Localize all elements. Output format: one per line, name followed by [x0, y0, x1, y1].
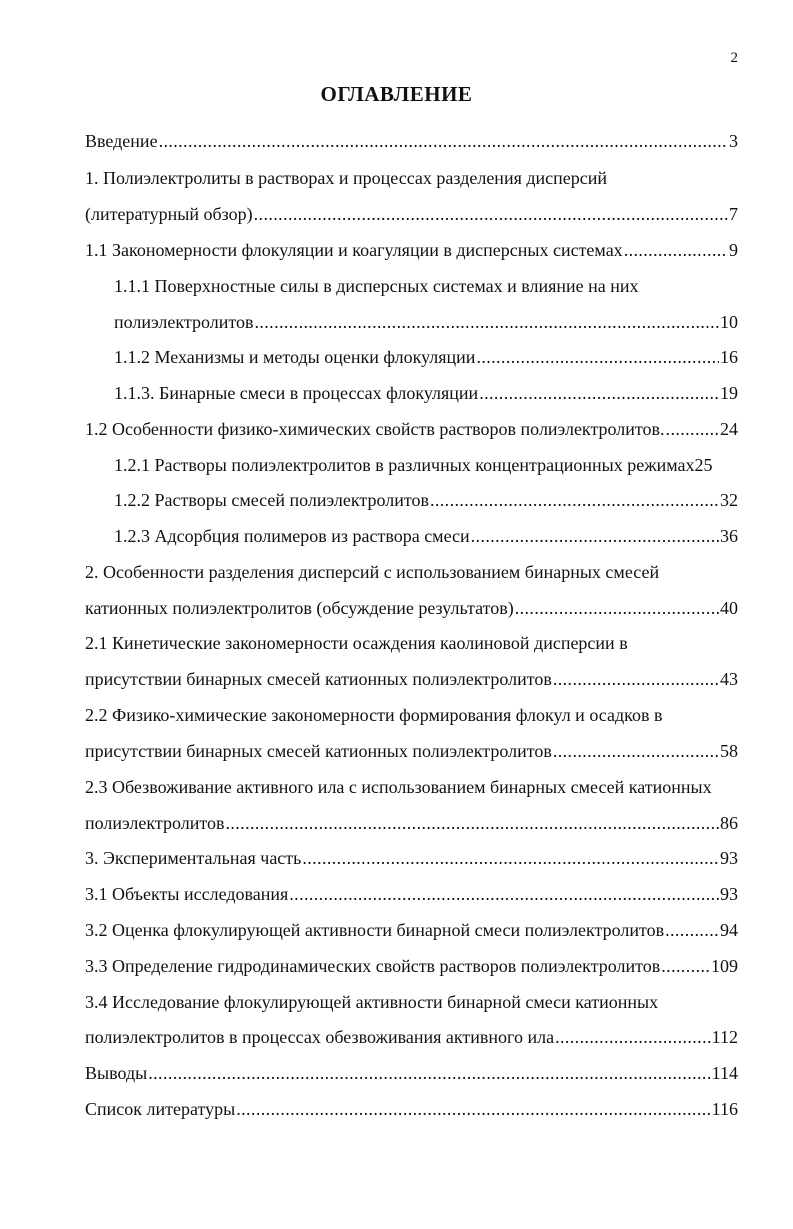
toc-entry-page: 19	[720, 383, 738, 403]
toc-entry-1-2[interactable]	[85, 419, 738, 439]
toc-entry-ch2[interactable]	[85, 598, 738, 618]
toc-entry-1-2-3[interactable]	[114, 526, 738, 546]
toc-entry-ch2-line1[interactable]	[85, 562, 738, 582]
toc-entry-ch1[interactable]	[85, 204, 738, 224]
leader-dots	[430, 490, 719, 510]
toc-entry-text: полиэлектролитов в процессах обезвоживания активного ила	[85, 1027, 555, 1047]
toc-entry-text: Список литературы	[85, 1099, 236, 1119]
page-number: 2	[730, 50, 738, 66]
toc-entry-text: Выводы	[85, 1063, 148, 1083]
toc-entry-text: 2.2 Физико-химические закономерности формирования флокул и осадков в	[85, 705, 663, 725]
leader-dots	[254, 312, 719, 332]
leader-dots	[289, 884, 719, 904]
toc-entry-text: 1.1.3. Бинарные смеси в процессах флокуляции	[114, 383, 479, 403]
toc-entry-page: 86	[720, 813, 738, 833]
toc-entry-3-3[interactable]	[85, 956, 738, 976]
toc-entry-page: 9	[729, 240, 738, 260]
toc-entry-text: присутствии бинарных смесей катионных полиэлектролитов	[85, 741, 552, 761]
toc-entry-page: 116	[711, 1099, 738, 1119]
toc-entry-1-1-1-line1[interactable]	[114, 276, 738, 296]
toc-entry-text: 3.4 Исследование флокулирующей активности бинарной смеси катионных	[85, 992, 659, 1012]
leader-dots	[665, 920, 719, 940]
toc-entry-2-2-line1[interactable]	[85, 705, 738, 725]
toc-entry-text: 2. Особенности разделения дисперсий с использованием бинарных смесей	[85, 562, 660, 582]
toc-entry-page: 114	[711, 1063, 738, 1083]
toc-entry-1-2-2[interactable]	[114, 490, 738, 510]
toc-entry-text: (литературный обзор)	[85, 204, 253, 224]
leader-dots	[555, 1027, 711, 1047]
toc-entry-1-1-1[interactable]	[114, 312, 738, 332]
toc-entry-1-1[interactable]	[85, 240, 738, 260]
toc-entry-1-1-2[interactable]	[114, 347, 738, 367]
toc-entry-page: 7	[729, 204, 738, 224]
toc-entry-text: 3.3 Определение гидродинамических свойств растворов полиэлектролитов	[85, 956, 661, 976]
leader-dots	[661, 956, 710, 976]
toc-entry-text: присутствии бинарных смесей катионных полиэлектролитов	[85, 669, 552, 689]
toc-entry-page: 24	[720, 419, 738, 439]
leader-dots	[148, 1063, 710, 1083]
toc-entry-page: 10	[720, 312, 738, 332]
toc-entry-text: 1.1.2 Механизмы и методы оценки флокуляции	[114, 347, 476, 367]
toc-entry-1-1-3[interactable]	[114, 383, 738, 403]
toc-entry-text: 3.2 Оценка флокулирующей активности бинарной смеси полиэлектролитов	[85, 920, 665, 940]
toc-entry-page: 93	[720, 848, 738, 868]
leader-dots	[159, 131, 728, 151]
toc-entry-2-1[interactable]	[85, 669, 738, 689]
toc-entry-text: Введение	[85, 131, 158, 151]
leader-dots	[302, 848, 719, 868]
toc-entry-page: 112	[711, 1027, 738, 1047]
toc-entry-page: 93	[720, 884, 738, 904]
toc-entry-references[interactable]	[85, 1099, 738, 1119]
toc-entry-text: 2.3 Обезвоживание активного ила с использованием бинарных смесей катионных	[85, 777, 712, 797]
toc-entry-page: 109	[711, 956, 738, 976]
toc-entry-2-3[interactable]	[85, 813, 738, 833]
toc-entry-text: катионных полиэлектролитов (обсуждение результатов)	[85, 598, 514, 618]
toc-entry-text: 1.2 Особенности физико-химических свойств растворов полиэлектролитов.	[85, 419, 665, 439]
toc-entry-page: 32	[720, 490, 738, 510]
toc-entry-text: 1.2.1 Растворы полиэлектролитов в различных концентрационных режимах	[114, 455, 695, 475]
leader-dots	[553, 669, 719, 689]
toc-entry-3-2[interactable]	[85, 920, 738, 940]
toc-entry-text: 1. Полиэлектролиты в растворах и процессах разделения дисперсий	[85, 168, 608, 188]
toc-entry-text: 3.1 Объекты исследования	[85, 884, 289, 904]
toc-entry-text: 1.1.1 Поверхностные силы в дисперсных системах и влияние на них	[114, 276, 639, 296]
toc-entry-page: 36	[720, 526, 738, 546]
toc-entry-text: 1.2.3 Адсорбция полимеров из раствора смеси	[114, 526, 470, 546]
toc-entry-text: 1.2.2 Растворы смесей полиэлектролитов	[114, 490, 429, 510]
leader-dots	[479, 383, 719, 403]
leader-dots	[624, 240, 728, 260]
toc-entry-introduction[interactable]	[85, 131, 738, 151]
toc-entry-ch1-line1[interactable]	[85, 168, 738, 188]
toc-entry-1-2-1[interactable]	[114, 455, 738, 475]
toc-entry-page: 3	[729, 131, 738, 151]
leader-dots	[471, 526, 719, 546]
toc-entry-3-1[interactable]	[85, 884, 738, 904]
toc-entry-page: 58	[720, 741, 738, 761]
toc-entry-3-4-line1[interactable]	[85, 992, 738, 1012]
leader-dots	[476, 347, 719, 367]
leader-dots	[254, 204, 728, 224]
leader-dots	[553, 741, 719, 761]
toc-title: ОГЛАВЛЕНИЕ	[320, 82, 473, 106]
toc-entry-3-4[interactable]	[85, 1027, 738, 1047]
leader-dots	[666, 419, 719, 439]
toc-entry-text: полиэлектролитов	[85, 813, 225, 833]
toc-entry-text: 3. Экспериментальная часть	[85, 848, 302, 868]
toc-entry-page: 25	[694, 455, 713, 475]
toc-entry-text: полиэлектролитов	[114, 312, 254, 332]
toc-entry-text: 1.1 Закономерности флокуляции и коагуляции в дисперсных системах	[85, 240, 623, 260]
leader-dots	[236, 1099, 710, 1119]
toc-entry-ch3[interactable]	[85, 848, 738, 868]
leader-dots	[225, 813, 719, 833]
leader-dots	[515, 598, 719, 618]
toc-entry-text: 2.1 Кинетические закономерности осаждения каолиновой дисперсии в	[85, 633, 628, 653]
toc-entry-page: 43	[720, 669, 738, 689]
toc-entry-page: 16	[720, 347, 738, 367]
toc-entry-page: 40	[720, 598, 738, 618]
toc-entry-2-1-line1[interactable]	[85, 633, 738, 653]
toc-entry-2-2[interactable]	[85, 741, 738, 761]
toc-entry-conclusions[interactable]	[85, 1063, 738, 1083]
toc-entry-page: 94	[720, 920, 738, 940]
toc-entry-2-3-line1[interactable]	[85, 777, 738, 797]
